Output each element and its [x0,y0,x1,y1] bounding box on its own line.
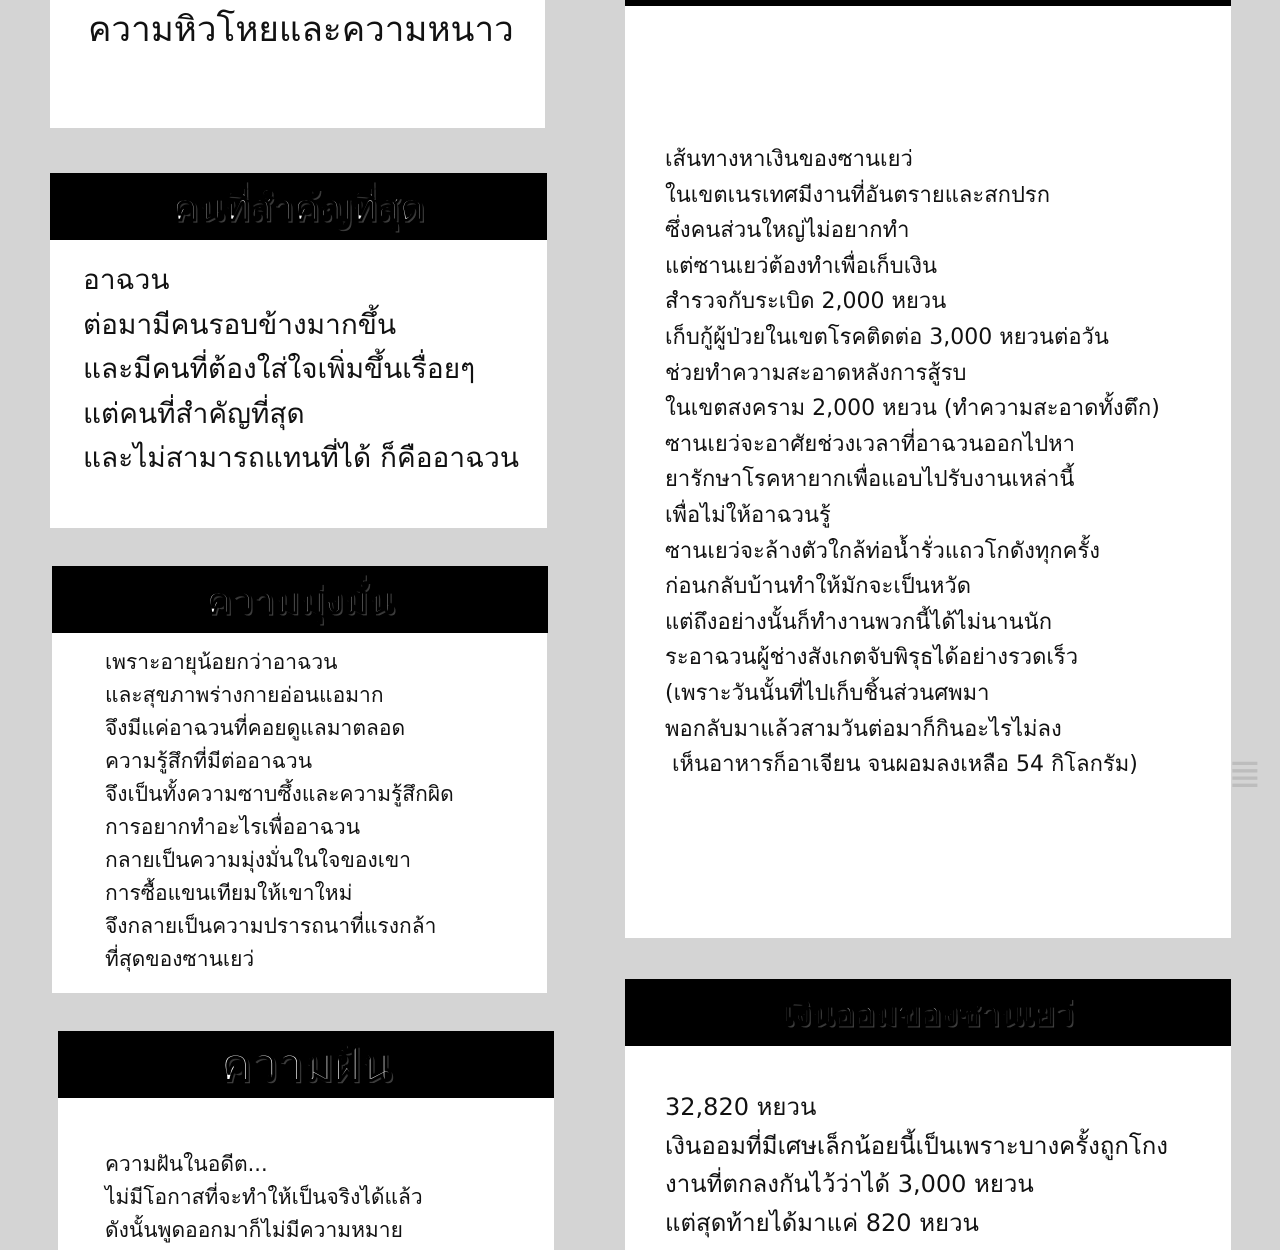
ambition-line: กลายเป็นความมุ่งมั่นในใจของเขา [105,848,412,872]
important-person-line: ต่อมามีคนรอบข้างมากขึ้น [83,307,397,341]
important-person-card [50,240,547,528]
earning-line: ช่วยทำความสะอาดหลังการสู้รบ [665,360,967,386]
earning-lines [665,142,1160,783]
savings-header [625,979,1231,1046]
earning-card [625,0,1231,938]
ambition-line: จึงเป็นทั้งความซาบซึ้งและความรู้สึกผิด [105,782,454,806]
savings-line: 32,820 หยวน [665,1093,817,1121]
earning-line: ซึ่งคนส่วนใหญ่ไม่อยากทำ [665,218,910,244]
savings-line: งานที่ตกลงกันไว้ว่าได้ 3,000 หยวน [665,1170,1034,1199]
earning-line: ซานเยว่จะอาศัยช่วงเวลาที่อาฉวนออกไปหา [665,431,1076,457]
important-person-line: แต่คนที่สำคัญที่สุด [83,396,305,430]
earning-line: เพื่อไม่ให้อาฉวนรู้ [665,502,831,528]
ambition-card [52,633,547,993]
important-person-lines [83,258,519,481]
earning-line: ยารักษาโรคหายากเพื่อแอบไปรับงานเหล่านี้ [665,467,1075,493]
dream-line: ไม่มีโอกาสที่จะทำให้เป็นจริงได้แล้ว [105,1185,423,1209]
dream-lines [105,1148,423,1247]
earning-line: (เพราะวันนั้นที่ไปเก็บชิ้นส่วนศพมา [665,680,990,706]
earning-line: เห็นอาหารก็อาเจียน จนผอมลงเหลือ 54 กิโลกรัม) [665,752,1138,778]
savings-lines [665,1088,1168,1243]
earning-line: พอกลับมาแล้วสามวันต่อมาก็กินอะไรไม่ลง [665,716,1062,742]
top-card [50,0,545,128]
savings-title: เงินออมของซานเยว่ [782,993,1074,1034]
ambition-line: และสุขภาพร่างกายอ่อนแอมาก [105,683,384,707]
savings-line: เงินออมที่มีเศษเล็กน้อยนี้เป็นเพราะบางครั้งถูกโกง [665,1131,1169,1160]
important-person-header [50,173,547,240]
dream-line: ความฝันในอดีต... [105,1152,268,1176]
ambition-line: จึงมีแค่อาฉวนที่คอยดูแลมาตลอด [105,716,406,740]
ambition-line: ความรู้สึกที่มีต่ออาฉวน [105,749,313,773]
important-person-line: อาฉวน [83,263,170,296]
top-card-text: ความหิวโหยและความหนาว [88,10,514,50]
ambition-line: การอยากทำอะไรเพื่ออาฉวน [105,815,361,839]
ambition-line: เพราะอายุน้อยกว่าอาฉวน [105,650,338,674]
dream-title: ความฝัน [220,1037,392,1091]
earning-line: ซานเยว่จะล้างตัวใกล้ท่อน้ำรั่วแถวโกดังทุกครั้ง [665,538,1100,564]
ambition-header [52,566,548,633]
ambition-line: จึงกลายเป็นความปรารถนาที่แรงกล้า [105,914,437,938]
earning-line: สำรวจกับระเบิด 2,000 หยวน [665,289,947,315]
savings-line: แต่สุดท้ายได้มาแค่ 820 หยวน [665,1209,979,1238]
top-black-bar [625,0,1231,6]
earning-line: แต่ถึงอย่างนั้นก็ทำงานพวกนี้ได้ไม่นานนัก [665,609,1053,635]
earning-line: แต่ซานเยว่ต้องทำเพื่อเก็บเงิน [665,253,937,279]
ambition-line: ที่สุดของซานเยว่ [105,947,255,971]
dream-card [58,1098,554,1250]
earning-line: ก่อนกลับบ้านทำให้มักจะเป็นหวัด [665,574,971,600]
earning-line: เส้นทางหาเงินของซานเยว่ [665,147,913,172]
important-person-line: และไม่สามารถแทนที่ได้ ก็คืออาฉวน [83,441,520,474]
ambition-line: การซื้อแขนเทียมให้เขาใหม่ [105,881,353,905]
earning-line: ในเขตสงคราม 2,000 หยวน (ทำความสะอาดทั้งตึก) [665,396,1160,422]
earning-line: เก็บกู้ผู้ป่วยในเขตโรคติดต่อ 3,000 หยวนต่อวัน [665,324,1109,350]
important-person-line: และมีคนที่ต้องใส่ใจเพิ่มขึ้นเรื่อยๆ [83,352,476,385]
important-person-title: คนที่สำคัญที่สุด [172,185,425,229]
savings-card [625,1046,1231,1250]
earning-line: ระอาฉวนผู้ช่างสังเกตจับพิรุธได้อย่างรวดเร็ว [665,645,1079,671]
ambition-lines [105,646,454,976]
dream-line: ดังนั้นพูดออกมาก็ไม่มีความหมาย [105,1218,403,1242]
dream-header [58,1031,554,1098]
watermark-icon: ≣ [1228,751,1262,797]
ambition-title: ความมุ่งมั่น [206,578,394,622]
earning-line: ในเขตเนรเทศมีงานที่อันตรายและสกปรก [665,182,1051,208]
